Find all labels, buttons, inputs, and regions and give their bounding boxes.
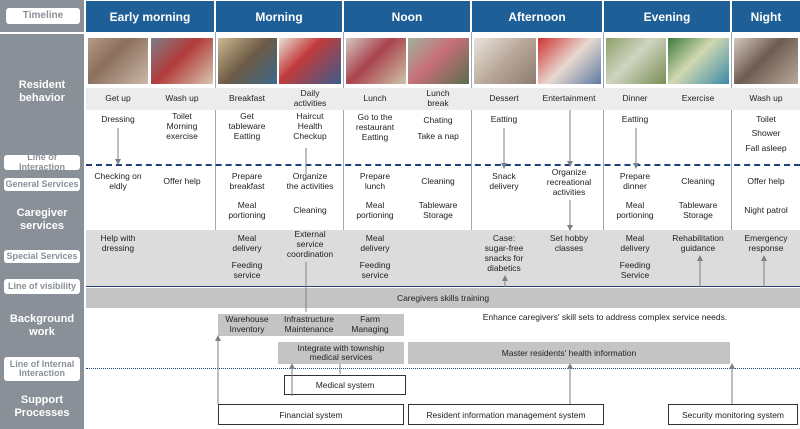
bg-master-health-info: Master residents' health information <box>408 342 730 364</box>
res-entertainment: Entertainment <box>542 93 596 104</box>
side-support-processes: Support Processes <box>0 384 84 429</box>
side-gap-1 <box>0 264 84 276</box>
photo-lunch-break <box>408 38 469 84</box>
side-line-internal: Line of Internal Interaction <box>4 357 80 381</box>
res-lunch: Lunch <box>363 93 387 104</box>
gen-cleaning-evening: Cleaning <box>681 176 715 187</box>
gen-offer-help-night: Offer help <box>747 176 785 187</box>
bg-warehouse-inventory: Warehouse Inventory <box>225 314 269 334</box>
res-night-routine: Toilet Shower Fall asleep <box>745 114 787 153</box>
spec-meal-delivery-morning: Meal delivery <box>232 233 262 253</box>
header-evening: Evening <box>604 1 730 32</box>
res-dinner-eatting: Eatting <box>621 114 649 125</box>
gen-meal-portioning-evening: Meal portioning <box>616 200 654 220</box>
photo-night <box>734 38 798 84</box>
side-general-services: General Services <box>4 178 80 191</box>
photo-breakfast <box>218 38 277 84</box>
gen-tableware-storage-evening: Tableware Storage <box>678 200 718 220</box>
photo-entertainment <box>538 38 601 84</box>
line-of-visibility <box>86 286 800 287</box>
res-dressing: Dressing <box>101 114 135 125</box>
side-line-interaction: Line of Interaction <box>4 155 80 170</box>
spec-external-coordination: External service coordination <box>286 229 334 259</box>
gen-checking-eldly: Checking on eldly <box>94 171 142 191</box>
bg-infrastructure-maintenance: Infrastructure Maintenance <box>283 314 335 334</box>
spec-meal-delivery-evening: Meal delivery <box>620 233 650 253</box>
spec-meal-delivery-noon: Meal delivery <box>360 233 390 253</box>
caregivers-skills-training: Caregivers skills training <box>86 288 800 308</box>
bg-farm-managing: Farm Managing <box>351 314 389 334</box>
gen-offer-help: Offer help <box>163 176 201 187</box>
side-caregiver-services: Caregiver services <box>0 192 84 248</box>
line-of-interaction <box>86 164 800 166</box>
photo-wash-up <box>151 38 213 84</box>
support-medical-system: Medical system <box>284 375 406 395</box>
res-chating-nap: Chating Take a nap <box>417 115 459 142</box>
gen-organize-recreational: Organize recreational activities <box>546 167 592 197</box>
gen-cleaning-morning: Cleaning <box>293 205 327 216</box>
res-tableware-eatting: Get tableware Eatting <box>228 111 266 141</box>
spec-sugar-free-case: Case: sugar-free snacks for diabetics <box>484 233 524 273</box>
spec-feeding-morning: Feeding service <box>231 260 263 280</box>
photo-dessert <box>474 38 536 84</box>
gen-tableware-storage-noon: Tableware Storage <box>418 200 458 220</box>
spec-hobby-classes: Set hobby classes <box>549 233 589 253</box>
support-security-system: Security monitoring system <box>668 404 798 425</box>
gen-meal-portioning-morning: Meal portioning <box>228 200 266 220</box>
spec-rehab-guidance: Rehabilitation guidance <box>672 233 724 253</box>
res-breakfast: Breakfast <box>229 93 265 104</box>
side-resident-behavior: Resident behavior <box>0 34 84 150</box>
side-line-visibility: Line of visibility <box>4 279 80 294</box>
res-exercise: Exercise <box>681 93 715 104</box>
photo-get-up <box>88 38 148 84</box>
res-dessert-eatting: Eatting <box>490 114 518 125</box>
res-night-wash-up: Wash up <box>749 93 783 104</box>
photo-dinner <box>606 38 666 84</box>
spec-feeding-evening: Feeding Service <box>619 260 651 280</box>
res-lunch-break: Lunch break <box>426 88 450 108</box>
side-background-work: Background work <box>0 298 84 354</box>
support-financial-system: Financial system <box>218 404 404 425</box>
side-special-services: Special Services <box>4 250 80 263</box>
gen-night-patrol: Night patrol <box>744 205 788 216</box>
photo-daily-activities <box>279 38 341 84</box>
header-afternoon: Afternoon <box>472 1 602 32</box>
gen-organize-activities: Organize the activities <box>286 171 334 191</box>
support-resident-info-system: Resident information management system <box>408 404 604 425</box>
header-morning: Morning <box>216 1 342 32</box>
header-early-morning: Early morning <box>86 1 214 32</box>
bg-township-integration: Integrate with township medical services <box>278 342 404 364</box>
header-noon: Noon <box>344 1 470 32</box>
spec-feeding-noon: Feeding service <box>359 260 391 280</box>
res-dinner: Dinner <box>622 93 648 104</box>
res-get-up: Get up <box>105 93 131 104</box>
res-daily-activities: Daily activities <box>293 88 327 108</box>
gen-prepare-breakfast: Prepare breakfast <box>229 171 265 191</box>
res-restaurant-eatting: Go to the restaurant Eatting <box>355 112 395 142</box>
gen-prepare-dinner: Prepare dinner <box>619 171 651 191</box>
res-dessert: Dessert <box>489 93 519 104</box>
photo-exercise <box>668 38 729 84</box>
res-haircut-checkup: Haircut Health Checkup <box>293 111 327 141</box>
gen-snack-delivery: Snack delivery <box>489 171 519 191</box>
bg-enhance-skills: Enhance caregivers' skill sets to address complex service needs. <box>482 312 728 323</box>
photo-lunch <box>346 38 406 84</box>
gen-cleaning-noon: Cleaning <box>421 176 455 187</box>
spec-emergency-response: Emergency response <box>744 233 788 253</box>
res-wash-up: Wash up <box>165 93 199 104</box>
gen-meal-portioning-noon: Meal portioning <box>356 200 394 220</box>
gen-prepare-lunch: Prepare lunch <box>359 171 391 191</box>
spec-help-dressing: Help with dressing <box>100 233 136 253</box>
line-of-internal-interaction <box>86 368 800 369</box>
header-night: Night <box>732 1 800 32</box>
side-timeline: Timeline <box>6 8 80 24</box>
res-toilet-exercise: Toilet Morning exercise <box>166 111 198 141</box>
